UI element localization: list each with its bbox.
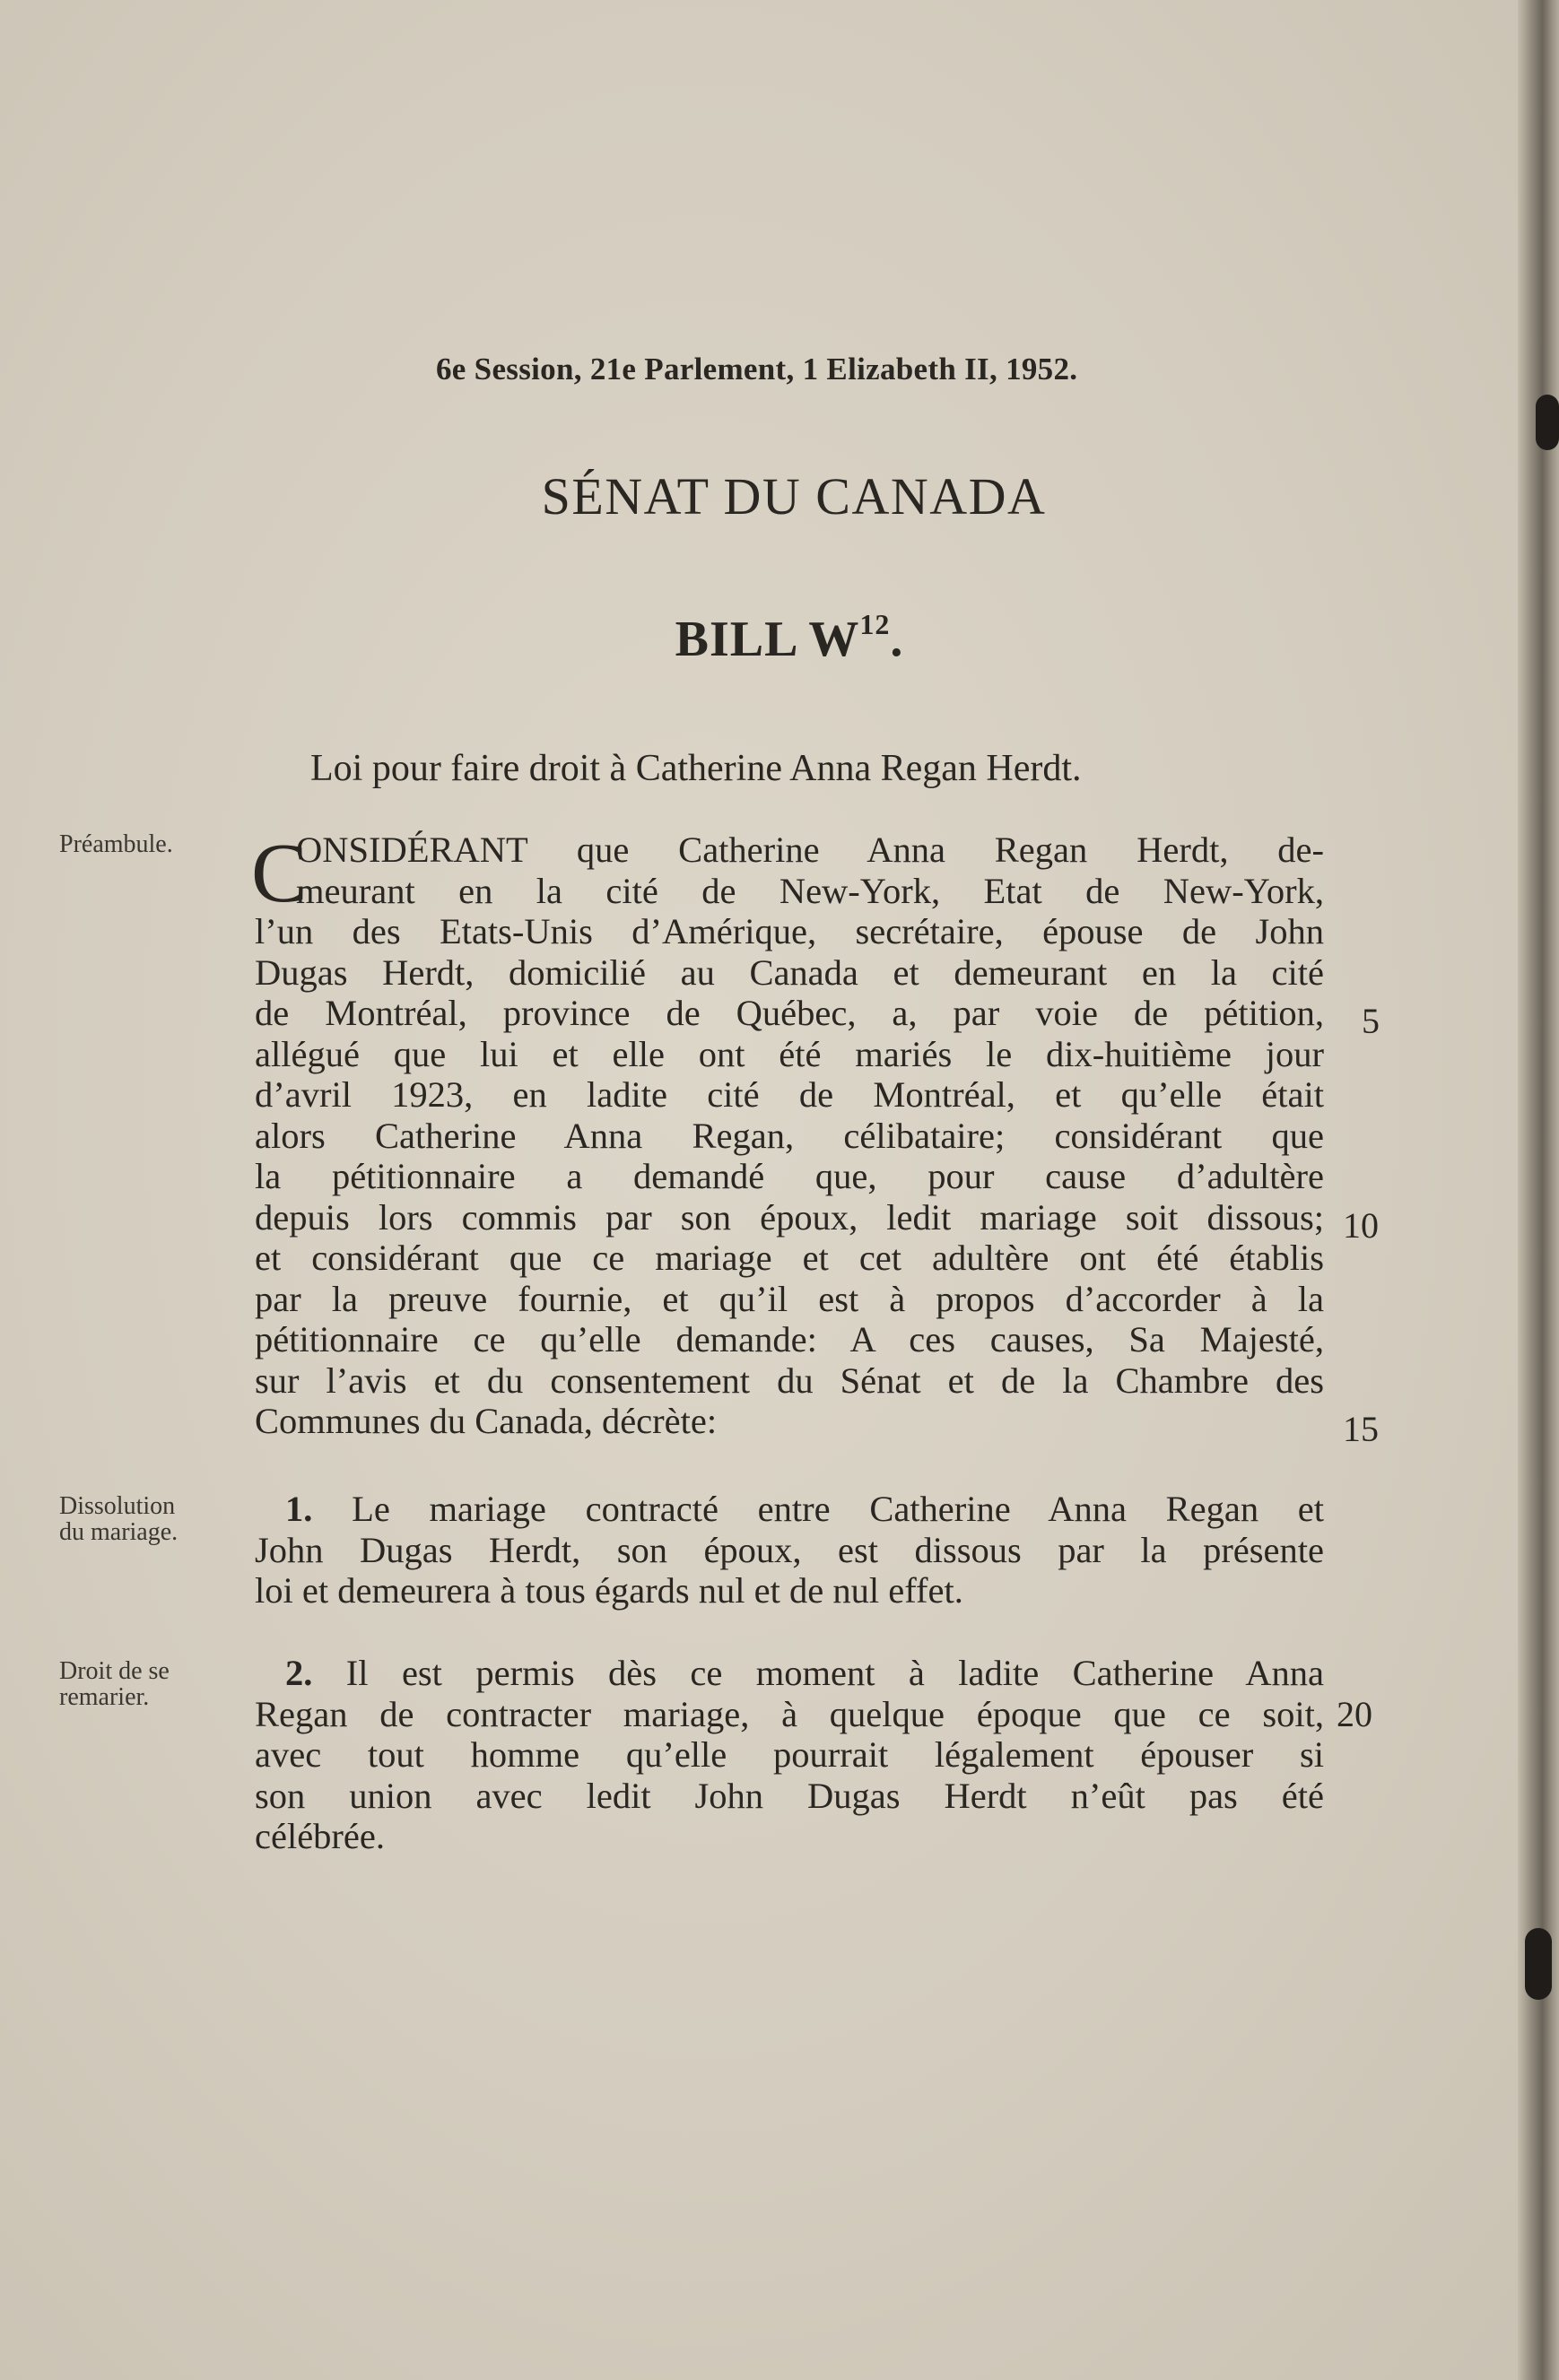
preamble-line: la pétitionnaire a demandé que, pour cause d’adultère bbox=[255, 1156, 1324, 1196]
preamble-line: l’un des Etats-Unis d’Amérique, secrétaire, épouse de John bbox=[255, 911, 1324, 951]
line-number-10: 10 bbox=[1343, 1205, 1379, 1246]
preamble-line: Dugas Herdt, domicilié au Canada et demeurant en la cité bbox=[255, 951, 1324, 993]
margin-note-remarry-line-1: Droit de se bbox=[59, 1657, 170, 1685]
margin-note-dissolution-line-1: Dissolution bbox=[59, 1492, 176, 1520]
article-2-line: avec tout homme qu’elle pourrait légalement épouser si bbox=[255, 1734, 1324, 1775]
bill-period: . bbox=[890, 612, 904, 667]
line-number-20: 20 bbox=[1337, 1694, 1372, 1734]
article-2-line bbox=[255, 1653, 1324, 1694]
preamble-line: allégué que lui et elle ont été mariés le dix-huitième jour bbox=[255, 1033, 1324, 1074]
article-2-line: son union avec ledit John Dugas Herdt n’eût pas été bbox=[255, 1775, 1324, 1816]
binding-edge bbox=[1518, 0, 1559, 2380]
bill-title bbox=[0, 608, 1559, 668]
article-2-line: célébrée. bbox=[255, 1816, 385, 1856]
dropcap: C bbox=[251, 827, 308, 920]
article-1-line bbox=[255, 1489, 1324, 1530]
bill-label: BILL W bbox=[675, 612, 860, 667]
margin-note-remarry-line-2: remarier. bbox=[59, 1683, 150, 1711]
article-1-line: loi et demeurera à tous égards nul et de nul effet. bbox=[255, 1570, 963, 1611]
preamble-line: et considérant que ce mariage et cet adultère ont été établis bbox=[255, 1238, 1324, 1278]
margin-note-dissolution bbox=[59, 1493, 178, 1545]
preamble-line: sur l’avis et du consentement du Sénat et de la Chambre des bbox=[255, 1359, 1324, 1401]
preamble-line: depuis lors commis par son époux, ledit mariage soit dissous; bbox=[255, 1196, 1324, 1238]
preamble-paragraph bbox=[251, 827, 1324, 1442]
preamble-line: Communes du Canada, décrète: bbox=[255, 1401, 718, 1441]
chamber-title: SÉNAT DU CANADA bbox=[541, 467, 1047, 526]
preamble-line: pétitionnaire ce qu’elle demande: A ces causes, Sa Majesté, bbox=[255, 1319, 1324, 1359]
preamble-line: meurant en la cité de New-York, Etat de New-York, bbox=[296, 870, 1324, 911]
bill-number-superscript: 12 bbox=[859, 608, 891, 640]
article-1-first-text: Le mariage contracté entre Catherine Anna Regan et bbox=[352, 1489, 1325, 1529]
line-number-15: 15 bbox=[1343, 1409, 1379, 1449]
binding-hole-top bbox=[1536, 395, 1559, 450]
article-1-line: John Dugas Herdt, son époux, est dissous par la présente bbox=[255, 1529, 1324, 1570]
article-2-number: 2. bbox=[285, 1653, 313, 1693]
preamble-line: alors Catherine Anna Regan, célibataire; considérant que bbox=[255, 1115, 1324, 1156]
preamble-line: de Montréal, province de Québec, a, par voie de pétition, bbox=[255, 993, 1324, 1033]
line-number-5: 5 bbox=[1362, 1001, 1380, 1041]
session-line: 6e Session, 21e Parlement, 1 Elizabeth II, 1952. bbox=[436, 352, 1078, 387]
article-1 bbox=[255, 1489, 1324, 1611]
preamble-line: d’avril 1923, en ladite cité de Montréal, et qu’elle était bbox=[255, 1074, 1324, 1115]
margin-note-preamble: Préambule. bbox=[59, 830, 173, 858]
margin-note-dissolution-line-2: du mariage. bbox=[59, 1518, 179, 1546]
article-2 bbox=[255, 1653, 1324, 1857]
article-1-number: 1. bbox=[285, 1489, 313, 1529]
preamble-line: ONSIDÉRANT que Catherine Anna Regan Herdt, de- bbox=[296, 830, 1324, 870]
preamble-line: par la preuve fournie, et qu’il est à propos d’accorder à la bbox=[255, 1278, 1324, 1319]
article-2-line: Regan de contracter mariage, à quelque époque que ce soit, bbox=[255, 1693, 1324, 1734]
binding-hole-bottom bbox=[1525, 1928, 1552, 2000]
margin-note-remarry bbox=[59, 1658, 170, 1710]
long-title: Loi pour faire droit à Catherine Anna Regan Herdt. bbox=[310, 748, 1082, 789]
article-2-first-text: Il est permis dès ce moment à ladite Catherine Anna bbox=[345, 1653, 1325, 1693]
